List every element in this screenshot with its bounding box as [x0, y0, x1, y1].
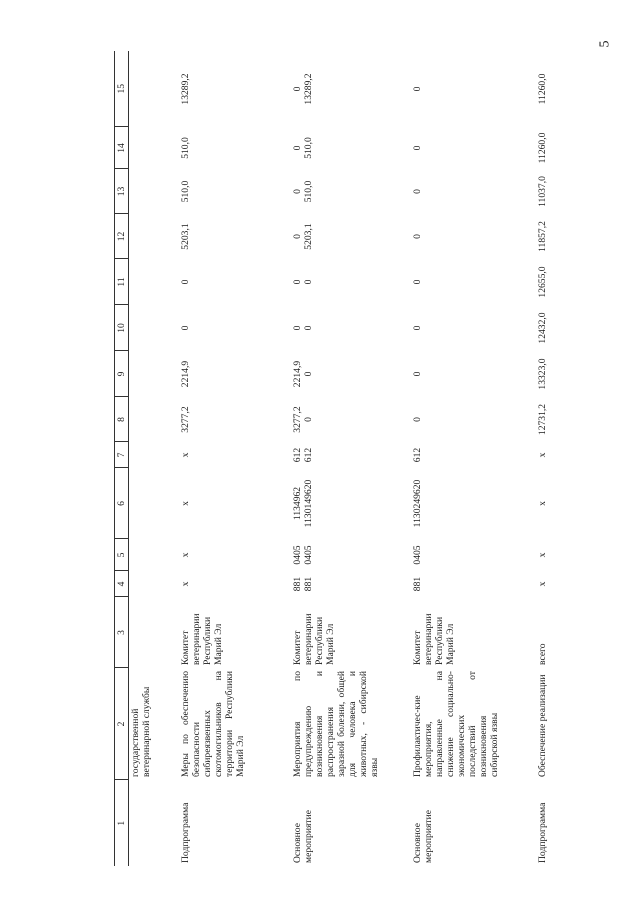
table-cell	[129, 169, 179, 214]
table-cell	[129, 214, 179, 259]
table-cell: x	[536, 452, 548, 458]
table-cell: государственной ветеринарной службы	[130, 686, 153, 777]
table-cell	[129, 127, 179, 169]
header-cell: 7	[115, 442, 129, 468]
header-cell: 12	[115, 214, 129, 259]
header-cell: 2	[115, 668, 129, 780]
table-cell: x	[536, 552, 548, 558]
cell-line: 612	[291, 447, 303, 463]
table-row	[411, 51, 536, 866]
table-row	[129, 51, 179, 866]
table-cell	[291, 351, 411, 397]
table-cell: 0	[411, 279, 423, 285]
table-cell: 3277,2	[179, 406, 191, 433]
table-cell	[291, 259, 411, 305]
cell-line: 13289,2	[302, 73, 314, 105]
table-cell: всего	[536, 643, 548, 665]
cell-line: 0	[291, 145, 303, 151]
table-cell	[129, 442, 179, 468]
header-cell: 11	[115, 259, 129, 305]
table-cell: Основное мероприятие	[411, 810, 434, 863]
table-cell: Меры по обеспечению безопасности сибиреязвенных скотомогильников на территории Республики Марий Эл	[179, 671, 247, 777]
table-cell: 13323,0	[536, 358, 548, 390]
table-cell	[129, 305, 179, 351]
header-cell: 14	[115, 127, 129, 169]
table-cell	[129, 259, 179, 305]
header-cell: 10	[115, 305, 129, 351]
cell-line: 0405	[291, 545, 303, 565]
table-cell	[129, 539, 179, 571]
table-cell	[291, 539, 411, 571]
table-cell	[129, 51, 179, 127]
header-cell: 1	[115, 780, 129, 866]
table-cell: Подпрограмма	[536, 802, 548, 863]
table-cell: 11260,0	[536, 132, 548, 164]
table-cell: x	[536, 501, 548, 506]
header-cell: 5	[115, 539, 129, 571]
table-cell: 12731,2	[536, 403, 548, 436]
table-cell	[291, 127, 411, 169]
table-cell: 0	[179, 325, 191, 331]
table-cell: Обеспечение реализации	[536, 674, 548, 777]
table-cell	[291, 51, 411, 127]
cell-line: 0	[302, 371, 314, 377]
header-cell: 9	[115, 351, 129, 397]
table-cell	[129, 597, 179, 668]
table-cell: 1130249620	[411, 479, 423, 528]
table-cell: x	[536, 581, 548, 587]
table-cell: 13289,2	[179, 73, 191, 105]
table-cell: Профилактичес-кие мероприятия, направленные на снижение социально-экономических последствий от возникновения сибирской язвы	[411, 671, 501, 777]
cell-line: 1134962	[291, 486, 303, 521]
table-cell: 5203,1	[179, 223, 191, 250]
table-cell	[291, 305, 411, 351]
cell-line: 0	[302, 279, 314, 285]
table-cell: Комитет ветеринарии Республики Марий Эл	[411, 613, 456, 665]
table-cell	[291, 214, 411, 259]
table-cell	[129, 468, 179, 539]
table-cell: x	[179, 552, 191, 558]
table-cell: 0	[179, 279, 191, 285]
table-cell: 12432,0	[536, 312, 548, 344]
cell-line: 510,0	[302, 137, 314, 159]
header-cell: 8	[115, 397, 129, 442]
table-cell: Подпрограмма	[179, 802, 191, 863]
table-cell: 0	[411, 86, 423, 92]
table-cell	[291, 571, 411, 597]
cell-line: 0405	[302, 545, 314, 565]
table-cell	[129, 780, 179, 866]
table-cell	[129, 351, 179, 397]
table-cell: 0	[411, 234, 423, 239]
header-cell: 3	[115, 597, 129, 668]
table-cell	[129, 571, 179, 597]
header-cell: 15	[115, 51, 129, 127]
cell-line: 2214,9	[291, 360, 303, 388]
table-cell: 2214,9	[179, 360, 191, 388]
table-cell: 0	[411, 417, 423, 422]
table-cell: Мероприятия по предупреждению возникновения и распространения заразной болезни, общей для человека и животных, - сибирской язвы	[291, 671, 381, 777]
header-row	[115, 51, 129, 866]
cell-line: 5203,1	[302, 223, 314, 250]
table-cell: Комитет ветеринарии Республики Марий Эл	[291, 613, 336, 665]
cell-line: 0	[291, 234, 303, 239]
table-cell: 612	[411, 447, 423, 463]
table-cell: 0	[411, 371, 423, 377]
cell-line: 881	[291, 576, 303, 592]
table-cell: Комитет ветеринарии Республики Марий Эл	[179, 613, 224, 665]
cell-line: 0	[302, 417, 314, 422]
cell-line: 0	[291, 86, 303, 92]
budget-table	[114, 51, 576, 866]
header-cell: 4	[115, 571, 129, 597]
table-cell: 0	[411, 145, 423, 151]
table-row	[291, 51, 411, 866]
cell-line: 510,0	[302, 180, 314, 203]
table-cell	[291, 468, 411, 539]
table-row	[179, 51, 291, 866]
cell-line: 1130149620	[302, 479, 314, 528]
table-cell	[291, 442, 411, 468]
cell-line: 0	[291, 325, 303, 331]
rotated-table-area	[114, 51, 614, 866]
table-cell: 11037,0	[536, 176, 548, 207]
header-cell: 6	[115, 468, 129, 539]
table-cell: 510,0	[179, 137, 191, 159]
table-cell: x	[179, 452, 191, 458]
header-cell: 13	[115, 169, 129, 214]
table-cell: 510,0	[179, 180, 191, 203]
cell-line: 3277,2	[291, 406, 303, 433]
cell-line: 881	[302, 576, 314, 592]
table-cell	[129, 397, 179, 442]
table-cell: 11260,0	[536, 73, 548, 105]
cell-line: 0	[291, 189, 303, 194]
table-cell: 12655,0	[536, 266, 548, 298]
cell-line: 0	[302, 325, 314, 331]
cell-line: 612	[302, 447, 314, 463]
table-cell: Основное мероприятие	[291, 810, 314, 863]
table-cell: 11857,2	[536, 221, 548, 252]
page-number: 5	[597, 40, 613, 48]
table-cell: 881	[411, 576, 423, 592]
table-cell: 0405	[411, 545, 423, 565]
table-cell: x	[179, 501, 191, 506]
table-row	[536, 51, 576, 866]
cell-line: 0	[291, 279, 303, 285]
table-cell	[291, 169, 411, 214]
table-cell: 0	[411, 189, 423, 194]
table-cell: x	[179, 581, 191, 587]
table-cell	[291, 397, 411, 442]
table-cell: 0	[411, 325, 423, 331]
